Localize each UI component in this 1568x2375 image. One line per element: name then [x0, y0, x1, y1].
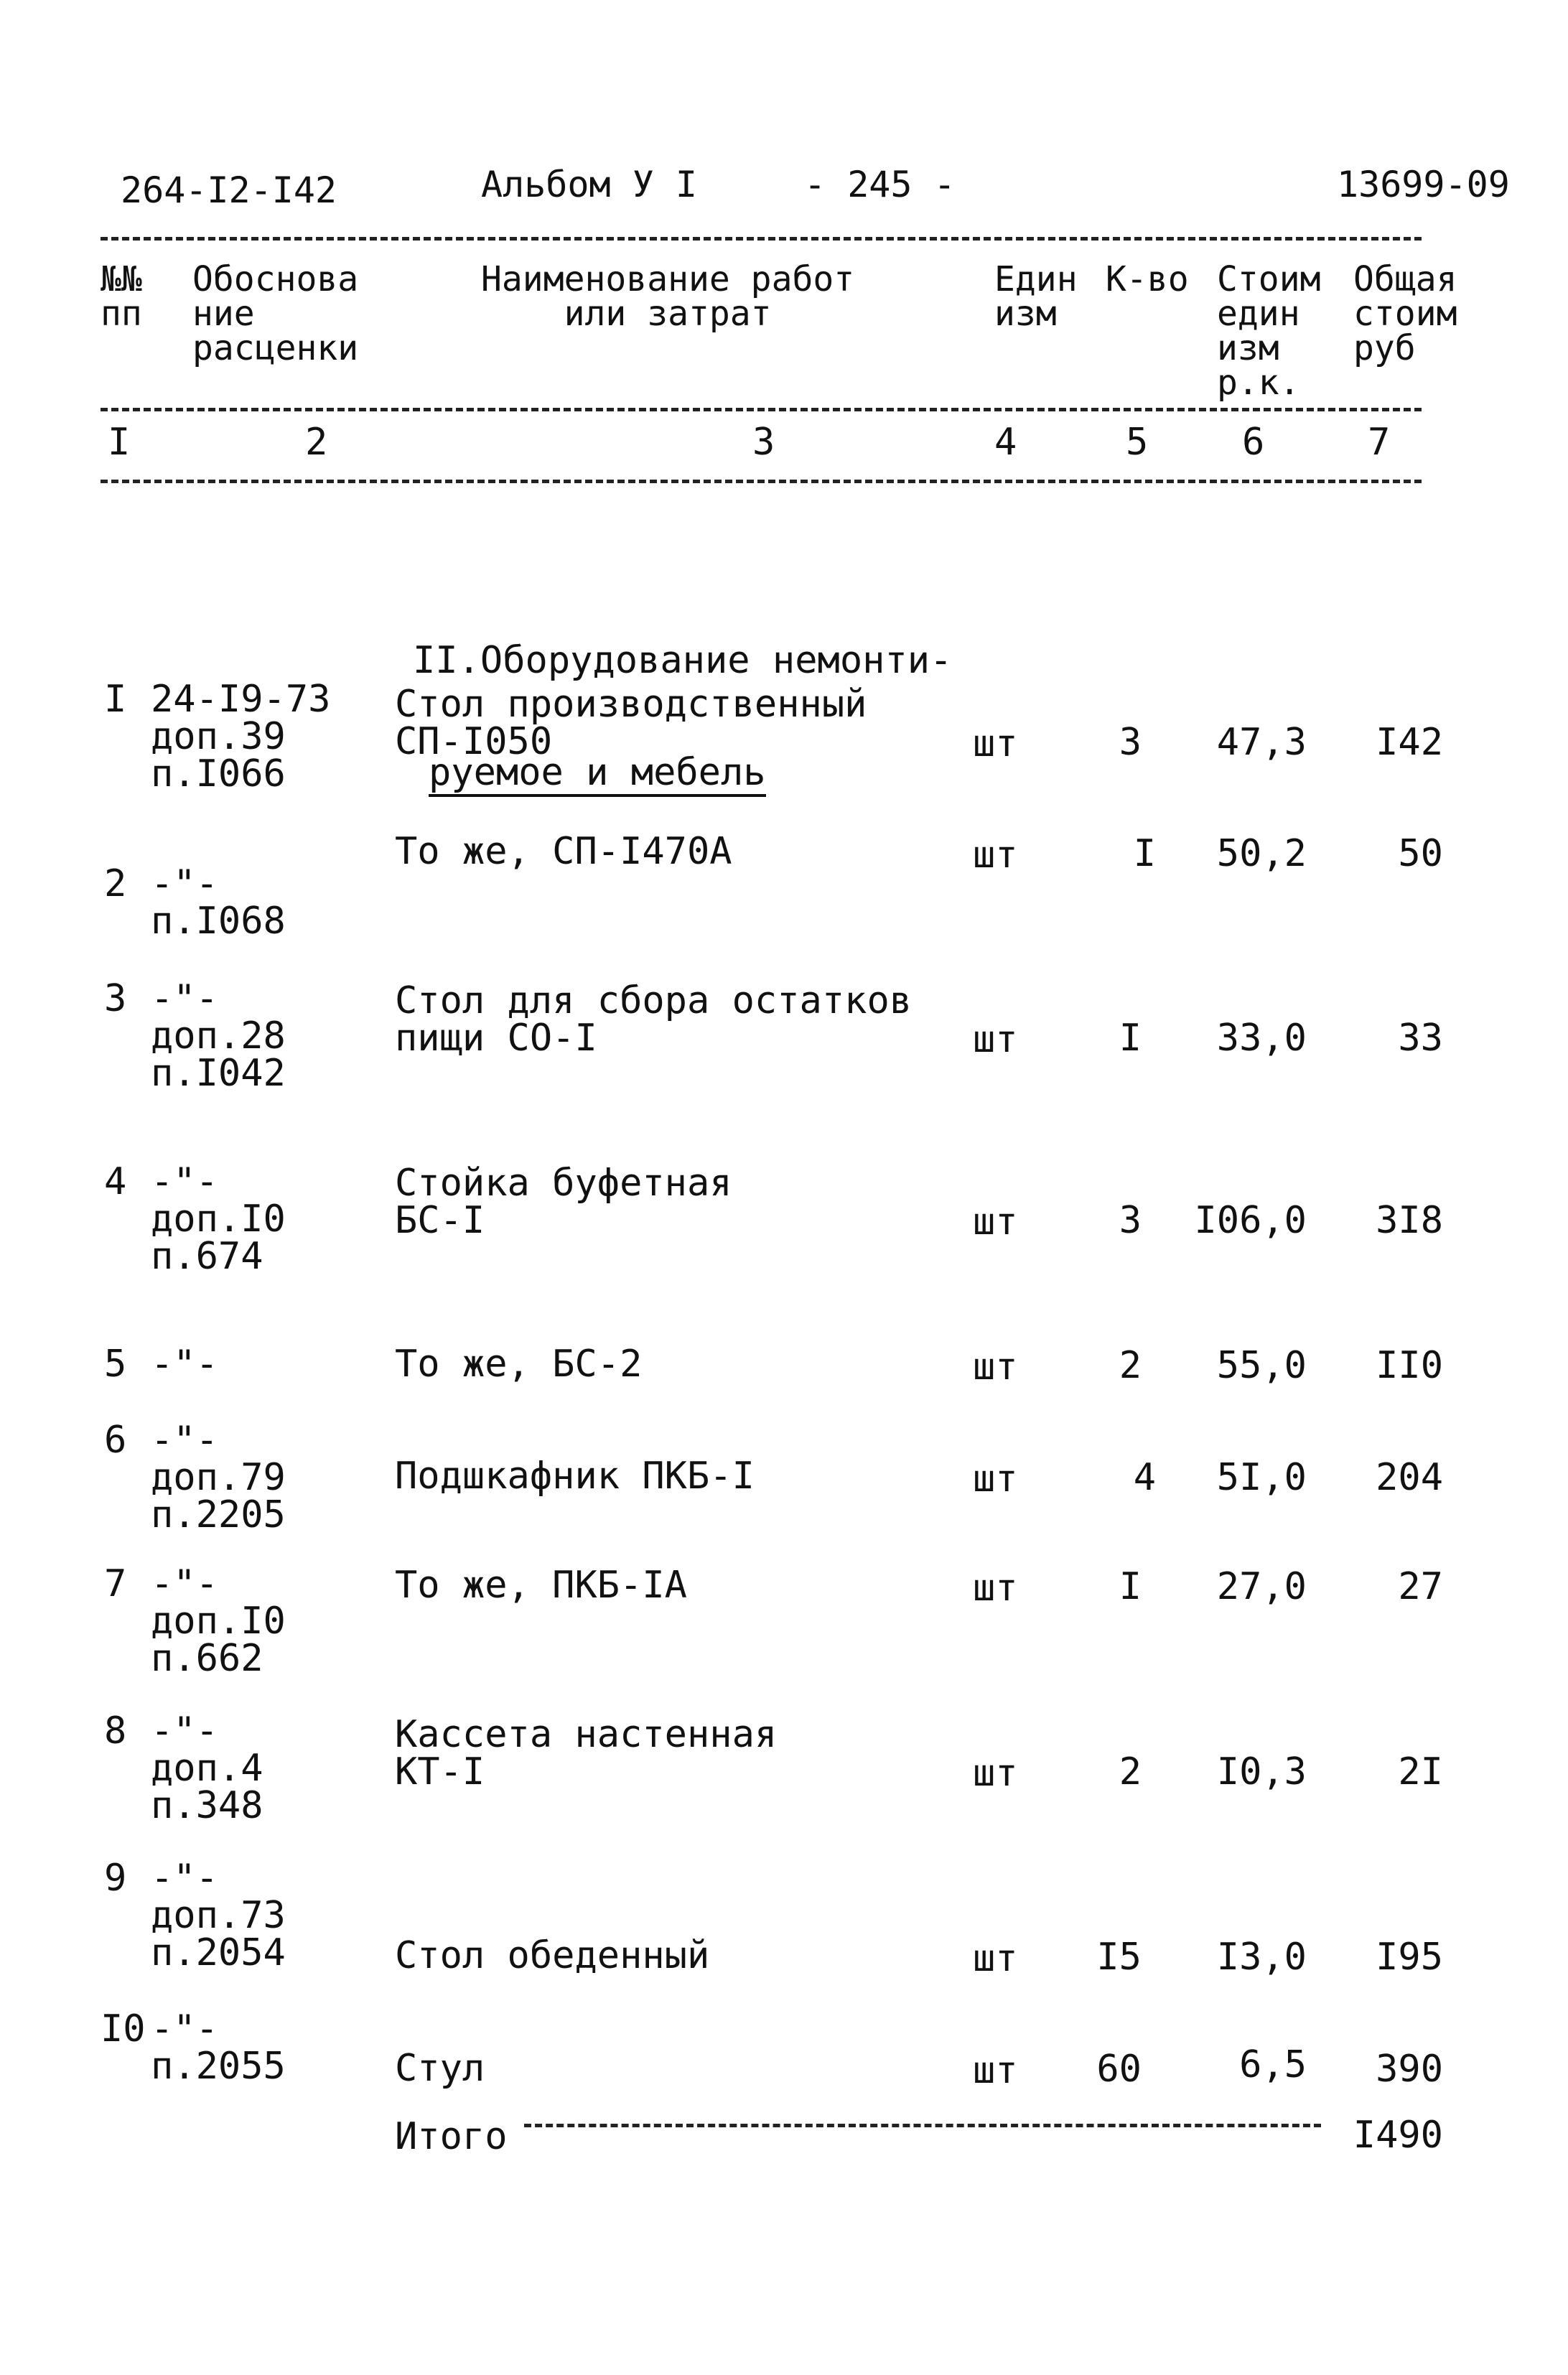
row-basis: -"- доп.4 п.348: [151, 1709, 263, 1827]
row-price: I06,0: [1194, 1199, 1307, 1242]
col-number-4: 4: [994, 421, 1017, 464]
row-name: Стол производственный СП-I050: [395, 683, 867, 763]
row-name: То же, БС-2: [395, 1343, 643, 1386]
row-number: 8: [104, 1709, 127, 1753]
row-name: То же, СП-I470А: [395, 830, 732, 873]
row-number: 3: [104, 977, 127, 1020]
row-unit: шт: [973, 834, 1018, 877]
col-header-basis: Обоснова ние расценки: [192, 259, 359, 368]
row-total: 2I: [1398, 1750, 1443, 1793]
row-basis: -"- доп.I0 п.674: [151, 1160, 286, 1278]
row-price: 6,5: [1239, 2043, 1307, 2086]
row-qty: 60: [1096, 2048, 1142, 2091]
row-number: I: [104, 678, 127, 721]
row-qty: I: [1119, 1565, 1142, 1608]
row-price: 50,2: [1216, 832, 1307, 875]
row-total: 50: [1398, 832, 1443, 875]
row-price: I0,3: [1216, 1750, 1307, 1793]
section-title-line1: II.Оборудование немонти-: [413, 639, 953, 682]
archive-stamp: 13699-09: [1337, 164, 1510, 205]
row-qty: 2: [1119, 1344, 1142, 1387]
col-header-qty: К-во: [1106, 259, 1189, 299]
col-number-5: 5: [1126, 421, 1149, 464]
col-header-number: №№ пп: [101, 259, 142, 334]
row-total: 390: [1376, 2048, 1443, 2091]
row-name: Стол обеденный: [395, 1934, 710, 1977]
row-name: Стол для сбора остатков пищи СО-I: [395, 979, 913, 1060]
row-name: То же, ПКБ-IА: [395, 1564, 687, 1607]
col-number-6: 6: [1242, 421, 1265, 464]
doc-code: 264-I2-I42: [121, 169, 337, 211]
col-header-total: Общая стоим руб: [1353, 259, 1457, 368]
row-name: Подшкафник ПКБ-I: [395, 1455, 755, 1498]
row-number: 2: [104, 862, 127, 905]
row-total: 204: [1376, 1456, 1443, 1499]
row-price: 47,3: [1216, 721, 1307, 764]
row-unit: шт: [973, 722, 1018, 765]
row-basis: -"- доп.I0 п.662: [151, 1562, 286, 1680]
row-unit: шт: [973, 1937, 1018, 1980]
row-unit: шт: [973, 2049, 1018, 2092]
row-price: I3,0: [1216, 1936, 1307, 1979]
row-basis: -"- п.2055: [151, 2007, 286, 2088]
row-qty: I: [1119, 1017, 1142, 1060]
row-total: I42: [1376, 721, 1443, 764]
page-number: - 245 -: [804, 164, 956, 205]
row-unit: шт: [973, 1457, 1018, 1501]
header-rule-top: [101, 237, 1422, 241]
row-price: 5I,0: [1216, 1456, 1307, 1499]
row-basis: -"- доп.73 п.2054: [151, 1857, 286, 1974]
row-name: Стойка буфетная БС-I: [395, 1162, 732, 1242]
row-basis: -"- доп.79 п.2205: [151, 1419, 286, 1536]
row-unit: шт: [973, 1018, 1018, 1061]
header-rule-middle: [101, 408, 1422, 411]
row-qty: 3: [1119, 721, 1142, 764]
row-number: 4: [104, 1160, 127, 1203]
row-total: II0: [1376, 1344, 1443, 1387]
total-label: Итого: [395, 2115, 508, 2158]
col-number-1: I: [108, 421, 131, 464]
row-total: 3I8: [1376, 1199, 1443, 1242]
col-number-2: 2: [305, 421, 328, 464]
row-number: 6: [104, 1419, 127, 1462]
row-price: 55,0: [1216, 1344, 1307, 1387]
row-number: 5: [104, 1343, 127, 1386]
row-name: Кассета настенная КТ-I: [395, 1713, 778, 1793]
row-basis: -"- доп.28 п.I042: [151, 977, 286, 1095]
row-basis: -"- п.I068: [151, 862, 286, 943]
row-unit: шт: [973, 1200, 1018, 1244]
row-price: 27,0: [1216, 1565, 1307, 1608]
row-basis: -"-: [151, 1343, 218, 1386]
col-header-price: Стоим един изм р.к.: [1217, 259, 1321, 403]
section-title-line2: руемое и мебель: [429, 754, 766, 797]
total-value: I490: [1353, 2114, 1443, 2157]
col-header-unit: Един изм: [994, 259, 1078, 334]
row-name: Стул: [395, 2047, 485, 2090]
row-unit: шт: [973, 1567, 1018, 1610]
row-qty: I: [1133, 832, 1156, 875]
col-number-3: 3: [752, 421, 775, 464]
row-number: I0: [101, 2007, 146, 2050]
total-leader-rule: [524, 2124, 1321, 2127]
row-qty: 2: [1119, 1750, 1142, 1793]
row-basis: 24-I9-73 доп.39 п.I066: [151, 678, 331, 795]
row-total: 33: [1398, 1017, 1443, 1060]
row-number: 9: [104, 1857, 127, 1900]
row-qty: 3: [1119, 1199, 1142, 1242]
row-qty: I5: [1096, 1936, 1142, 1979]
row-price: 33,0: [1216, 1017, 1307, 1060]
row-total: 27: [1398, 1565, 1443, 1608]
row-number: 7: [104, 1562, 127, 1605]
row-unit: шт: [973, 1752, 1018, 1795]
col-number-7: 7: [1368, 421, 1391, 464]
row-total: I95: [1376, 1936, 1443, 1979]
header-rule-bottom: [101, 480, 1422, 483]
row-unit: шт: [973, 1345, 1018, 1389]
col-header-name: Наименование работ или затрат: [481, 259, 855, 334]
row-qty: 4: [1133, 1456, 1156, 1499]
album-label: Альбом У I: [481, 164, 698, 205]
